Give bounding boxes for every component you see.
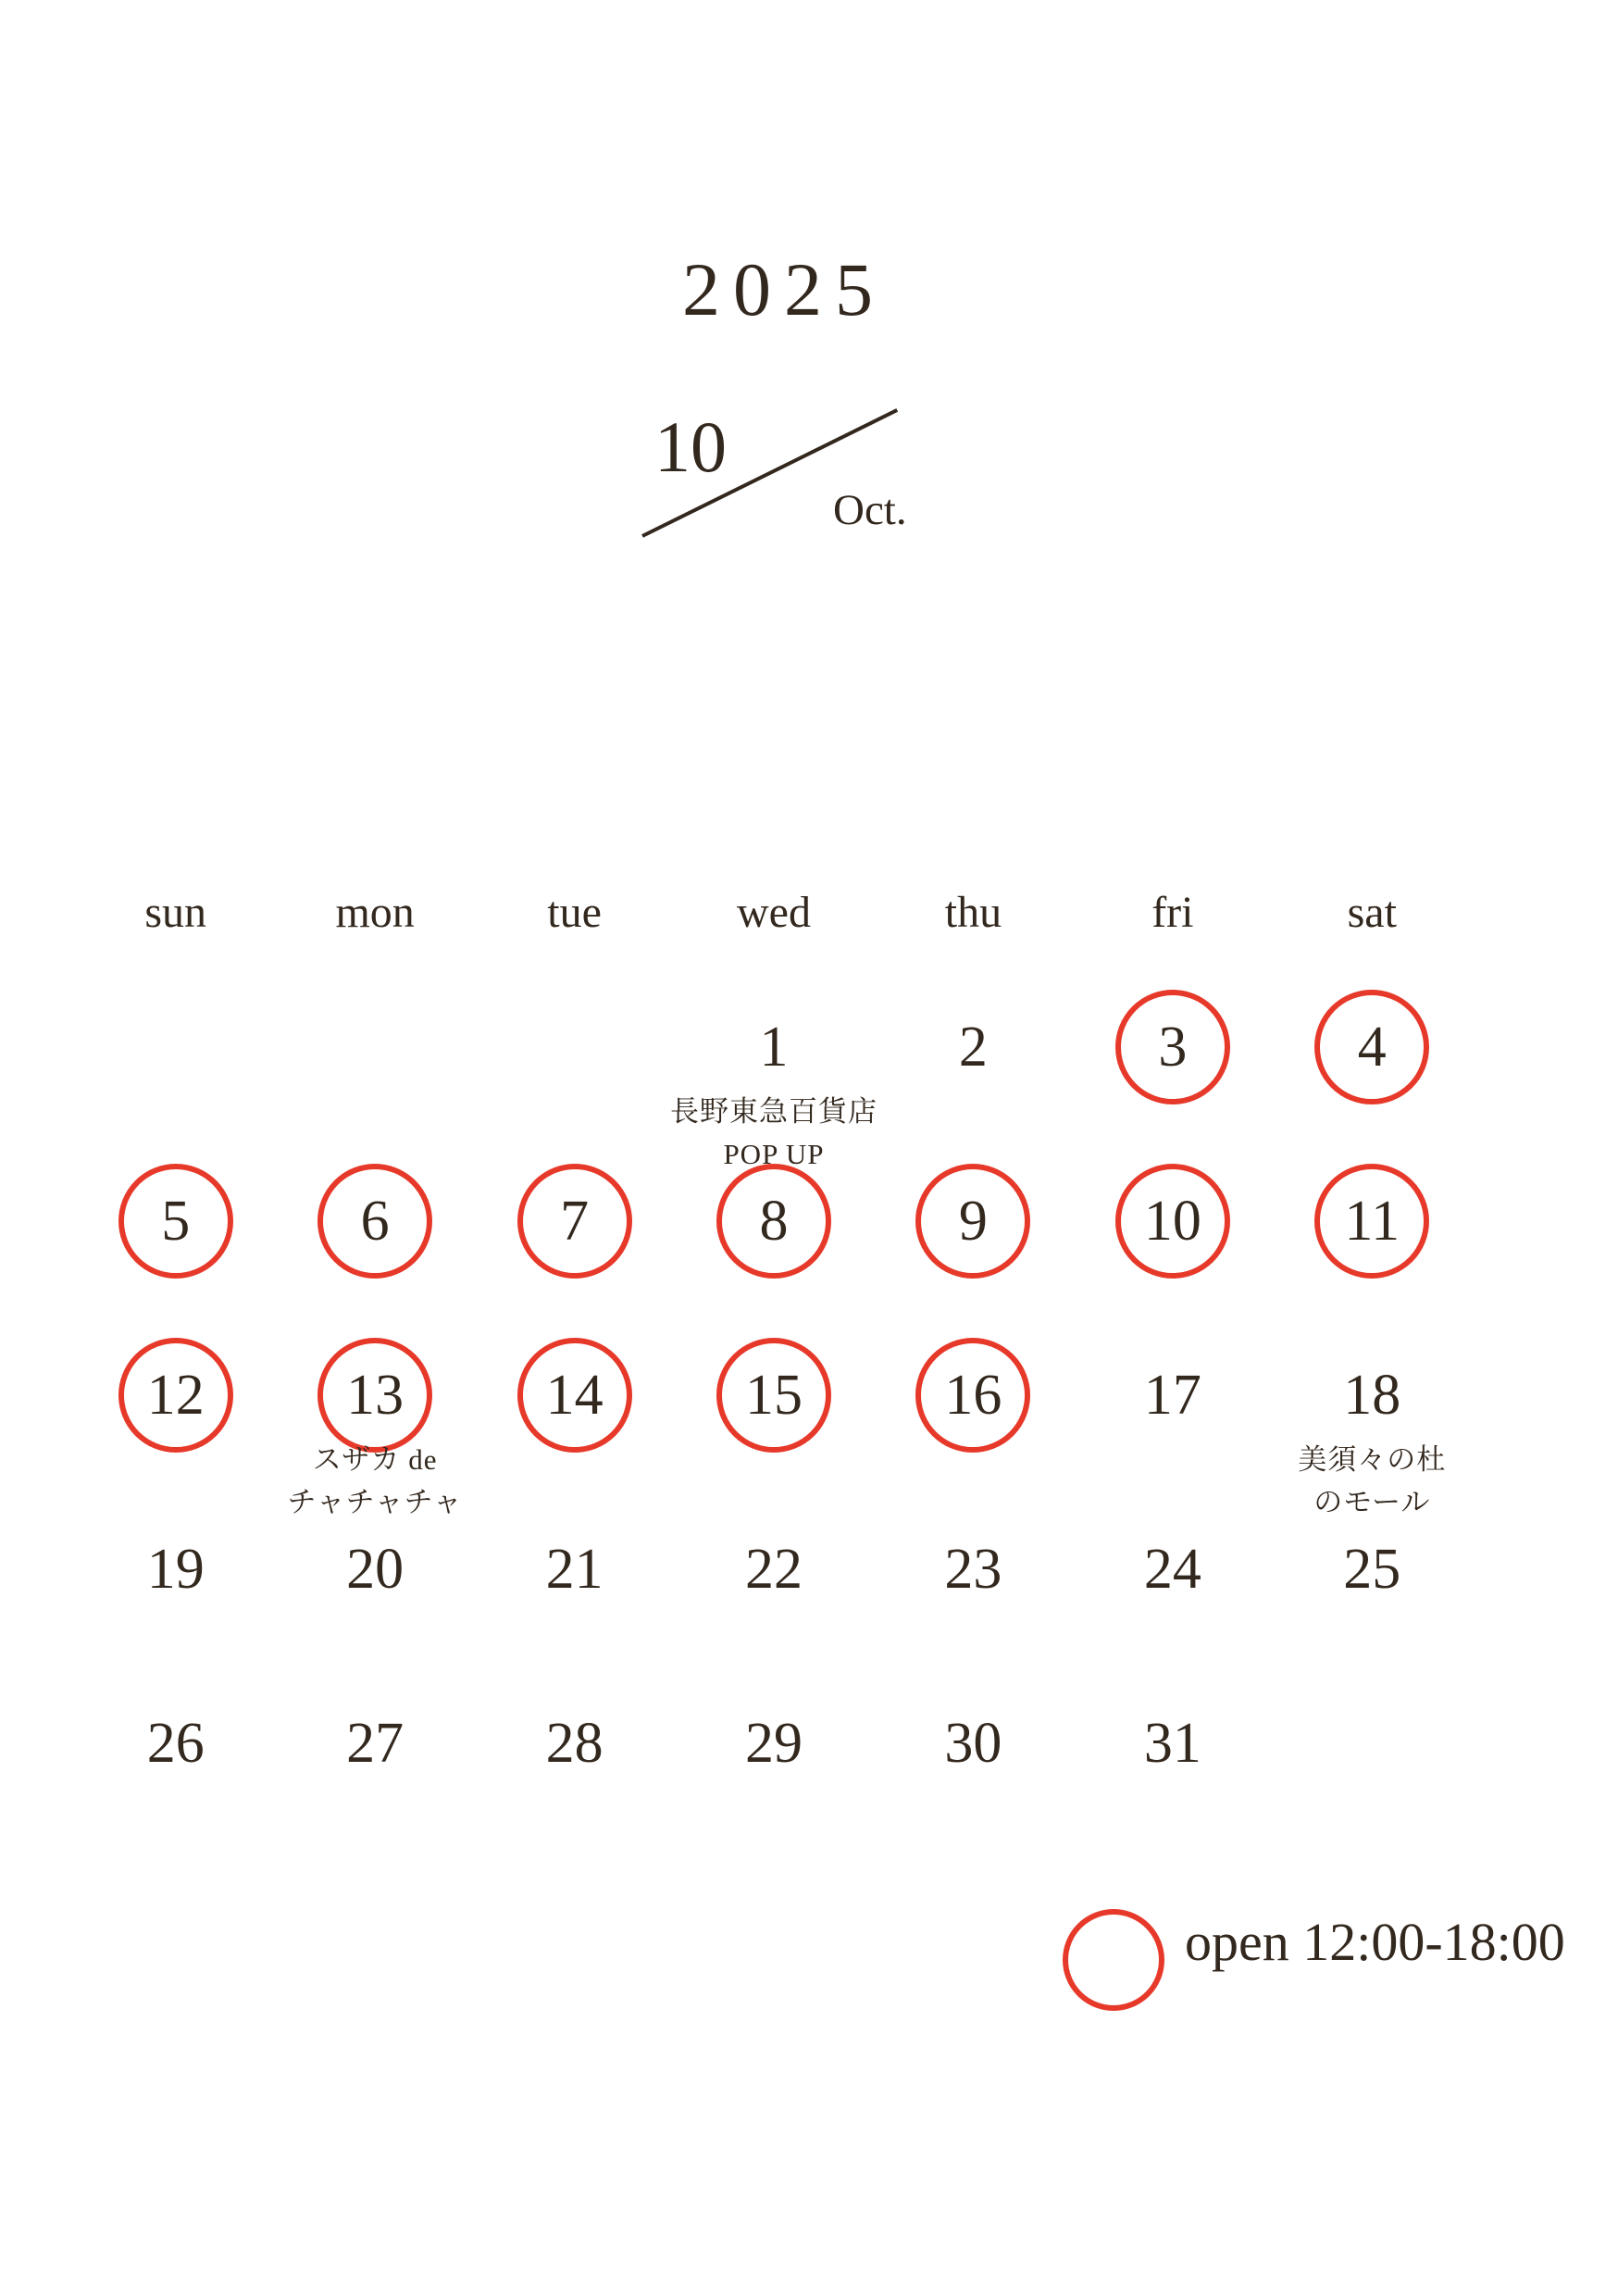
day-number: 10	[1143, 1190, 1201, 1253]
day-cell-4	[1273, 987, 1472, 1161]
open-day-circle	[1314, 1164, 1429, 1279]
day-cell-empty	[1273, 1683, 1472, 1857]
day-cell-18	[1273, 1335, 1472, 1518]
day-number: 1	[759, 1016, 789, 1079]
day-cell-11	[1273, 1161, 1472, 1335]
day-number: 12	[146, 1364, 205, 1427]
weekday-row	[76, 880, 1472, 987]
open-day-circle	[1115, 990, 1230, 1104]
day-cell-20	[275, 1509, 474, 1683]
day-cell-30	[874, 1683, 1073, 1857]
day-note-line: 美須々の杜	[1298, 1443, 1447, 1476]
day-number: 25	[1343, 1538, 1401, 1601]
day-cell-27	[275, 1683, 474, 1857]
open-day-circle	[317, 1164, 432, 1279]
day-cell-31	[1073, 1683, 1272, 1857]
day-cell-29	[674, 1683, 873, 1857]
open-day-circle	[1314, 990, 1429, 1104]
day-circle	[118, 1686, 233, 1801]
day-number: 11	[1344, 1190, 1400, 1253]
day-number: 7	[560, 1190, 590, 1253]
day-cell-26	[76, 1683, 275, 1857]
day-number: 17	[1143, 1364, 1201, 1427]
open-day-circle	[716, 1338, 831, 1453]
day-note-line: POP UP	[723, 1138, 825, 1170]
day-cell-19	[76, 1509, 275, 1683]
day-circle	[915, 1686, 1030, 1801]
day-number: 18	[1343, 1364, 1401, 1427]
day-circle	[317, 1512, 432, 1627]
day-circle	[1115, 1686, 1230, 1801]
day-number: 15	[744, 1364, 803, 1427]
day-number: 8	[759, 1190, 789, 1253]
day-cell-2	[874, 987, 1073, 1161]
day-circle	[1314, 1338, 1429, 1453]
open-day-circle	[118, 1164, 233, 1279]
day-circle	[1314, 1512, 1429, 1627]
day-note-line: スザカ de	[312, 1443, 438, 1476]
weekday-label-sat: sat	[1347, 888, 1397, 937]
day-circle	[118, 990, 233, 1104]
day-cell-15	[674, 1335, 873, 1509]
legend-open-circle	[1063, 1909, 1164, 2011]
open-day-circle	[1115, 1164, 1230, 1279]
month-abbreviation: Oct.	[833, 486, 907, 534]
week-row	[76, 1509, 1472, 1683]
day-number: 31	[1143, 1712, 1201, 1775]
day-number: 2	[958, 1016, 988, 1079]
day-number: 4	[1357, 1016, 1387, 1079]
day-number: 3	[1158, 1016, 1188, 1079]
calendar-grid	[76, 880, 1472, 1857]
day-cell-empty	[76, 987, 275, 1161]
day-circle	[317, 1686, 432, 1801]
open-day-circle	[118, 1338, 233, 1453]
day-note-line: 長野東急百貨店	[669, 1095, 877, 1128]
open-day-circle	[716, 1164, 831, 1279]
day-number: 20	[346, 1538, 404, 1601]
day-cell-24	[1073, 1509, 1272, 1683]
day-circle	[517, 1512, 632, 1627]
weekday-label-mon: mon	[335, 888, 415, 937]
day-cell-25	[1273, 1509, 1472, 1683]
legend-label: open 12:00-18:00	[1185, 1912, 1565, 1972]
day-number: 5	[161, 1190, 191, 1253]
day-number: 26	[146, 1712, 205, 1775]
day-circle	[716, 990, 831, 1104]
day-circle	[1314, 1686, 1429, 1801]
day-circle	[517, 990, 632, 1104]
day-cell-16	[874, 1335, 1073, 1509]
day-circle	[317, 990, 432, 1104]
day-cell-10	[1073, 1161, 1272, 1335]
year-title: 2025	[682, 247, 886, 331]
open-day-circle	[517, 1164, 632, 1279]
day-cell-28	[475, 1683, 674, 1857]
day-cell-empty	[275, 987, 474, 1161]
day-cell-22	[674, 1509, 873, 1683]
day-number: 22	[744, 1538, 803, 1601]
day-number: 14	[545, 1364, 604, 1427]
day-circle	[1115, 1338, 1230, 1453]
day-circle	[1115, 1512, 1230, 1627]
day-number: 19	[146, 1538, 205, 1601]
day-circle	[118, 1512, 233, 1627]
weekday-label-thu: thu	[944, 888, 1002, 937]
day-cell-14	[475, 1335, 674, 1509]
weekday-label-tue: tue	[547, 888, 602, 937]
day-number: 9	[958, 1190, 988, 1253]
day-cell-6	[275, 1161, 474, 1335]
day-cell-9	[874, 1161, 1073, 1335]
open-day-circle	[915, 1164, 1030, 1279]
open-day-circle	[317, 1338, 432, 1453]
weekday-label-fri: fri	[1151, 888, 1194, 937]
week-row	[76, 1683, 1472, 1857]
weekday-label-wed: wed	[737, 888, 811, 937]
day-circle	[915, 1512, 1030, 1627]
day-number: 21	[545, 1538, 604, 1601]
day-circle	[517, 1686, 632, 1801]
day-cell-3	[1073, 987, 1272, 1161]
day-number: 27	[346, 1712, 404, 1775]
day-cell-7	[475, 1161, 674, 1335]
day-cell-21	[475, 1509, 674, 1683]
day-cell-8	[674, 1161, 873, 1335]
day-circle	[716, 1512, 831, 1627]
weekday-label-sun: sun	[144, 888, 207, 937]
week-row	[76, 1161, 1472, 1335]
day-note-line: チャチャチャ	[287, 1486, 463, 1518]
week-row	[76, 1335, 1472, 1518]
day-note-line: のモール	[1313, 1486, 1431, 1518]
open-day-circle	[915, 1338, 1030, 1453]
open-day-circle	[517, 1338, 632, 1453]
week-row	[76, 987, 1472, 1170]
day-number: 13	[346, 1364, 404, 1427]
open-legend	[1063, 1909, 1565, 2011]
day-number: 23	[944, 1538, 1002, 1601]
day-cell-23	[874, 1509, 1073, 1683]
day-number: 30	[944, 1712, 1002, 1775]
day-circle	[716, 1686, 831, 1801]
day-number: 28	[545, 1712, 604, 1775]
day-number: 6	[360, 1190, 390, 1253]
day-number: 24	[1143, 1538, 1201, 1601]
weeks-grid	[76, 987, 1472, 1857]
day-cell-1	[669, 987, 877, 1170]
day-number: 16	[944, 1364, 1002, 1427]
day-number: 29	[744, 1712, 803, 1775]
day-circle	[915, 990, 1030, 1104]
month-number: 10	[654, 406, 727, 487]
day-cell-13	[275, 1335, 474, 1518]
day-cell-5	[76, 1161, 275, 1335]
